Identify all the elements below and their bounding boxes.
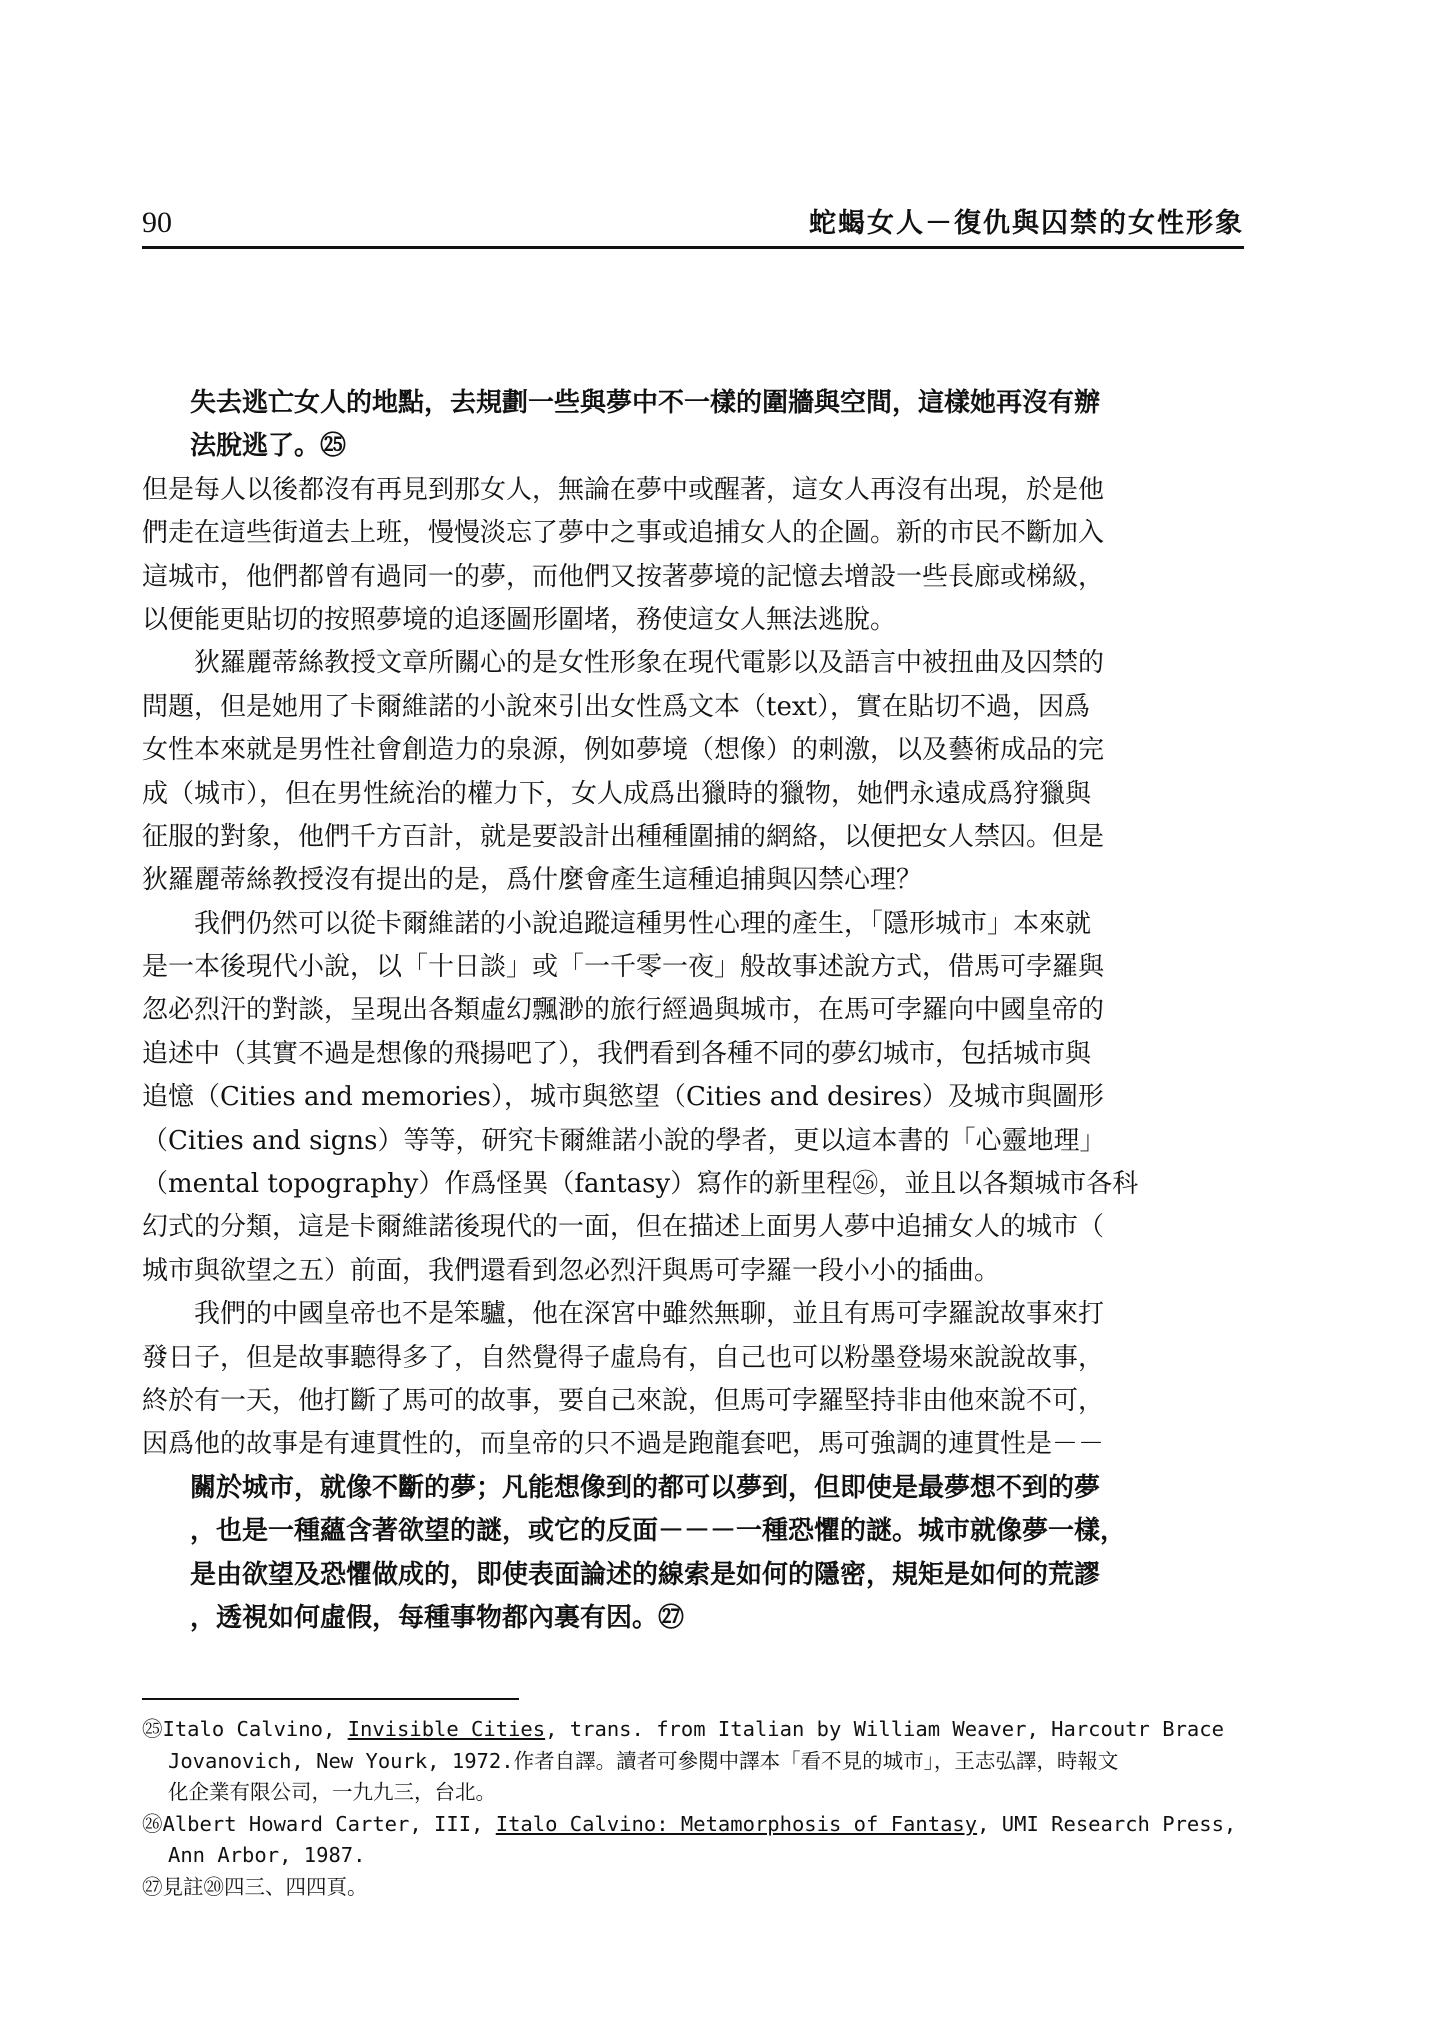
paragraph-line: 城市與欲望之五）前面，我們還看到忽必烈汗與馬可孛羅一段小小的插曲。 [142, 1255, 1001, 1286]
block-quote-line: ，也是一種蘊含著欲望的謎，或它的反面－－－一種恐懼的謎。城市就像夢一樣， [190, 1516, 1127, 1547]
page-header [142, 198, 1244, 249]
footnotes [142, 1714, 1252, 1904]
footnote-author: Albert Howard Carter, III, [162, 1811, 496, 1836]
block-quote-line: ，透視如何虛假，每種事物都內裏有因。㉗ [190, 1602, 685, 1633]
paragraph-line: 追述中（其實不過是想像的飛揚吧了），我們看到各種不同的夢幻城市，包括城市與 [142, 1038, 1092, 1069]
paragraph-line: 這城市，他們都曾有過同一的夢，而他們又按著夢境的記憶去增設一些長廊或梯級， [142, 561, 1105, 592]
footnote-25 [142, 1714, 1252, 1746]
footnote-book-title: Italo Calvino: Metamorphosis of Fantasy [495, 1811, 978, 1836]
paragraph-line: 狄羅麗蒂絲教授文章所關心的是女性形象在現代電影以及語言中被扭曲及囚禁的 [194, 648, 1105, 679]
page-number: 90 [142, 206, 172, 239]
paragraph-line: 我們仍然可以從卡爾維諾的小說追蹤這種男性心理的產生，「隱形城市」本來就 [194, 908, 1092, 939]
block-quote-line: 關於城市，就像不斷的夢；凡能想像到的都可以夢到，但即使是最夢想不到的夢 [190, 1472, 1101, 1503]
paragraph-line: （Cities and signs）等等，研究卡爾維諾小說的學者，更以這本書的「心靈地理」 [142, 1125, 1106, 1156]
footnote-27: ㉗見註⑳四三、四四頁。 [142, 1874, 368, 1899]
paragraph-line: 狄羅麗蒂絲教授沒有提出的是，爲什麼會產生這種追捕與囚禁心理？ [142, 865, 923, 896]
paragraph-line: 追憶（Cities and memories），城市與慾望（Cities and desires）及城市與圖形 [142, 1082, 1104, 1113]
footnote-book-title: Invisible Cities [347, 1717, 546, 1741]
footnote-citation: , trans. from Italian by William Weaver, Harcoutr Brace [545, 1717, 1224, 1741]
paragraph-line: 問題，但是她用了卡爾維諾的小說來引出女性爲文本（text），實在貼切不過，因爲 [142, 691, 1090, 722]
paragraph-line: 我們的中國皇帝也不是笨驢，他在深宮中雖然無聊，並且有馬可孛羅說故事來打 [194, 1299, 1105, 1330]
footnote-25-cont: 化企業有限公司，一九九三，台北。 [168, 1780, 496, 1805]
footnote-26 [142, 1809, 1252, 1841]
footnote-26-cont: Ann Arbor, 1987. [168, 1843, 366, 1868]
footnote-citation: , UMI Research Press, [977, 1811, 1237, 1836]
paragraph-line: 發日子，但是故事聽得多了，自然覺得子虛烏有，自己也可以粉墨登場來說說故事， [142, 1342, 1105, 1373]
paragraph-line: 忽必烈汗的對談，呈現出各類虛幻飄渺的旅行經過與城市，在馬可孛羅向中國皇帝的 [142, 995, 1105, 1026]
paragraph-line: 但是每人以後都沒有再見到那女人，無論在夢中或醒著，這女人再沒有出現，於是他 [142, 474, 1105, 505]
footnote-divider [142, 1698, 519, 1700]
paragraph-line: 女性本來就是男性社會創造力的泉源，例如夢境（想像）的刺激，以及藝術成品的完 [142, 735, 1105, 766]
footnote-author: Italo Calvino, [162, 1717, 348, 1741]
paragraph-line: 征服的對象，他們千方百計，就是要設計出種種圍捕的網絡，以便把女人禁囚。但是 [142, 821, 1105, 852]
main-text [142, 382, 1244, 1640]
paragraph-line: 以便能更貼切的按照夢境的追逐圖形圍堵，務使這女人無法逃脫。 [142, 604, 897, 635]
block-quote-line: 法脫逃了。㉕ [190, 431, 347, 462]
footnote-marker: ㉕ [142, 1717, 163, 1741]
footnote-25-cont: Jovanovich, New Yourk, 1972.作者自譯。讀者可參閱中譯本「看不見的城市」，王志弘譯，時報文 [168, 1748, 1119, 1773]
block-quote-line: 失去逃亡女人的地點，去規劃一些與夢中不一樣的圍牆與空間，這樣她再沒有辦 [190, 388, 1101, 418]
block-quote-line: 是由欲望及恐懼做成的，即使表面論述的線索是如何的隱密，規矩是如何的荒謬 [190, 1559, 1101, 1590]
paragraph-line: 終於有一天，他打斷了馬可的故事，要自己來說，但馬可孛羅堅持非由他來說不可， [142, 1385, 1105, 1416]
paragraph-line: 幻式的分類，這是卡爾維諾後現代的一面，但在描述上面男人夢中追捕女人的城市（ [142, 1212, 1105, 1243]
running-title: 蛇蝎女人－復仇與囚禁的女性形象 [809, 208, 1244, 239]
paragraph-line: 成（城市），但在男性統治的權力下，女人成爲出獵時的獵物，她們永遠成爲狩獵與 [142, 778, 1092, 809]
paragraph-line: （mental topography）作爲怪異（fantasy）寫作的新里程㉖，並且以各類城市各科 [142, 1169, 1139, 1200]
paragraph-line: 是一本後現代小說，以「十日談」或「一千零一夜」般故事述說方式，借馬可孛羅與 [142, 952, 1105, 983]
footnote-marker: ㉖ [142, 1811, 163, 1836]
paragraph-line: 們走在這些街道去上班，慢慢淡忘了夢中之事或追捕女人的企圖。新的市民不斷加入 [142, 518, 1105, 549]
paragraph-line: 因爲他的故事是有連貫性的，而皇帝的只不過是跑龍套吧，馬可強調的連貫性是－－ [142, 1429, 1105, 1460]
